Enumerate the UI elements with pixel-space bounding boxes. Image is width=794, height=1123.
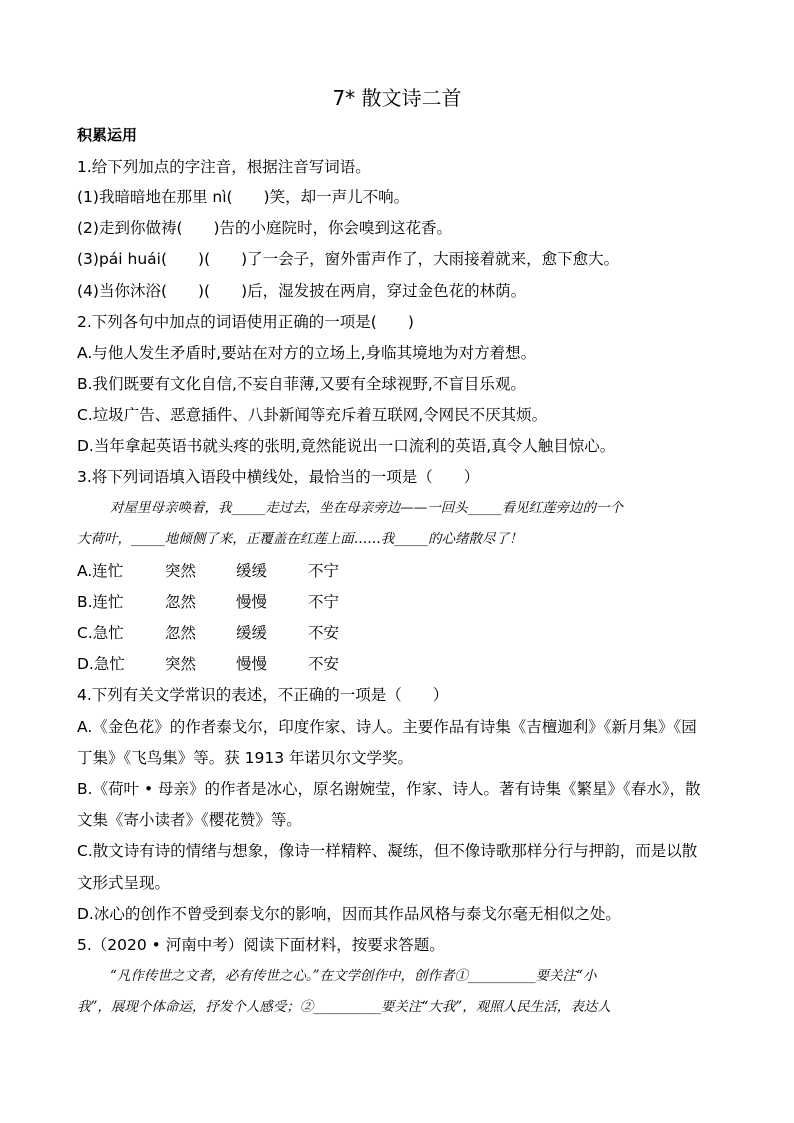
option-word: 不宁 bbox=[308, 562, 340, 580]
option-label: A.连忙 bbox=[77, 562, 124, 580]
q1-item-4: (4)当你沐浴( )( )后，湿发披在两肩，穿过金色花的林荫。 bbox=[77, 282, 527, 300]
q1-item-2: (2)走到你做祷( )告的小庭院时，你会嗅到这花香。 bbox=[77, 219, 453, 237]
q2-option-d: D.当年拿起英语书就头疼的张明,竟然能说出一口流利的英语,真令人触目惊心。 bbox=[77, 437, 616, 455]
option-word: 突然 bbox=[165, 562, 197, 580]
q4-option-a-line-1: A.《金色花》的作者泰戈尔，印度作家、诗人。主要作品有诗集《吉檀迦利》《新月集》《园 bbox=[77, 718, 697, 736]
q2-option-b: B.我们既要有文化自信,不妄自菲薄,又要有全球视野,不盲目乐观。 bbox=[77, 375, 526, 393]
q4-option-b-line-2: 文集《寄小读者》《樱花赞》等。 bbox=[77, 811, 302, 829]
option-word: 不安 bbox=[308, 655, 340, 673]
page-title: 7* 散文诗二首 bbox=[332, 86, 462, 110]
q4-option-c-line-2: 文形式呈现。 bbox=[77, 874, 171, 892]
q1-item-1: (1)我暗暗地在那里 nì( )笑，却一声儿不响。 bbox=[77, 188, 410, 206]
q5-passage-line-1: “凡作传世之文者，必有传世之心。”在文学创作中，创作者①__________要关注“小 bbox=[110, 968, 597, 984]
q2-option-a: A.与他人发生矛盾时,要站在对方的立场上,身临其境地为对方着想。 bbox=[77, 344, 537, 362]
q5-passage-line-2: 我”，展现个体命运，抒发个人感受；②__________要关注“大我”，观照人民生活，表达人 bbox=[77, 999, 611, 1015]
section-heading: 积累运用 bbox=[77, 126, 138, 144]
q1-stem: 1.给下列加点的字注音，根据注音写词语。 bbox=[77, 158, 371, 176]
q4-option-c-line-1: C.散文诗有诗的情绪与想象，像诗一样精粹、凝练，但不像诗歌那样分行与押韵，而是以散 bbox=[77, 842, 698, 860]
q3-passage-line-2: 大荷叶，_____地倾侧了来，正覆盖在红莲上面……我_____的心绪散尽了！ bbox=[77, 531, 523, 547]
q3-passage-line-1: 对屋里母亲唤着，我_____走过去，坐在母亲旁边——一回头_____看见红莲旁边的一个 bbox=[110, 500, 623, 516]
q2-option-c: C.垃圾广告、恶意插件、八卦新闻等充斥着互联网,令网民不厌其烦。 bbox=[77, 406, 548, 424]
option-word: 缓缓 bbox=[236, 562, 268, 580]
option-word: 慢慢 bbox=[236, 655, 268, 673]
q2-stem: 2.下列各句中加点的词语使用正确的一项是( ) bbox=[77, 313, 414, 331]
q4-option-a-line-2: 丁集》《飞鸟集》等。获 1913 年诺贝尔文学奖。 bbox=[77, 749, 414, 767]
option-label: D.急忙 bbox=[77, 655, 125, 673]
option-word: 不安 bbox=[308, 624, 340, 642]
option-label: B.连忙 bbox=[77, 593, 124, 611]
option-word: 缓缓 bbox=[236, 624, 268, 642]
option-word: 突然 bbox=[165, 655, 197, 673]
option-word: 忽然 bbox=[165, 624, 197, 642]
q1-item-3: (3)pái huái( )( )了一会子，窗外雷声作了，大雨接着就来，愈下愈大。 bbox=[77, 250, 620, 268]
option-word: 忽然 bbox=[165, 593, 197, 611]
q4-option-b-line-1: B.《荷叶 • 母亲》的作者是冰心，原名谢婉莹，作家、诗人。著有诗集《繁星》《春水》，散 bbox=[77, 780, 701, 798]
option-word: 慢慢 bbox=[236, 593, 268, 611]
q4-option-d: D.冰心的创作不曾受到泰戈尔的影响，因而其作品风格与泰戈尔毫无相似之处。 bbox=[77, 905, 621, 923]
q3-stem: 3.将下列词语填入语段中横线处，最恰当的一项是（ ） bbox=[77, 468, 480, 486]
option-label: C.急忙 bbox=[77, 624, 124, 642]
option-word: 不宁 bbox=[308, 593, 340, 611]
q5-stem: 5.（2020 • 河南中考）阅读下面材料，按要求答题。 bbox=[77, 936, 445, 954]
q4-stem: 4.下列有关文学常识的表述，不正确的一项是（ ） bbox=[77, 686, 449, 704]
